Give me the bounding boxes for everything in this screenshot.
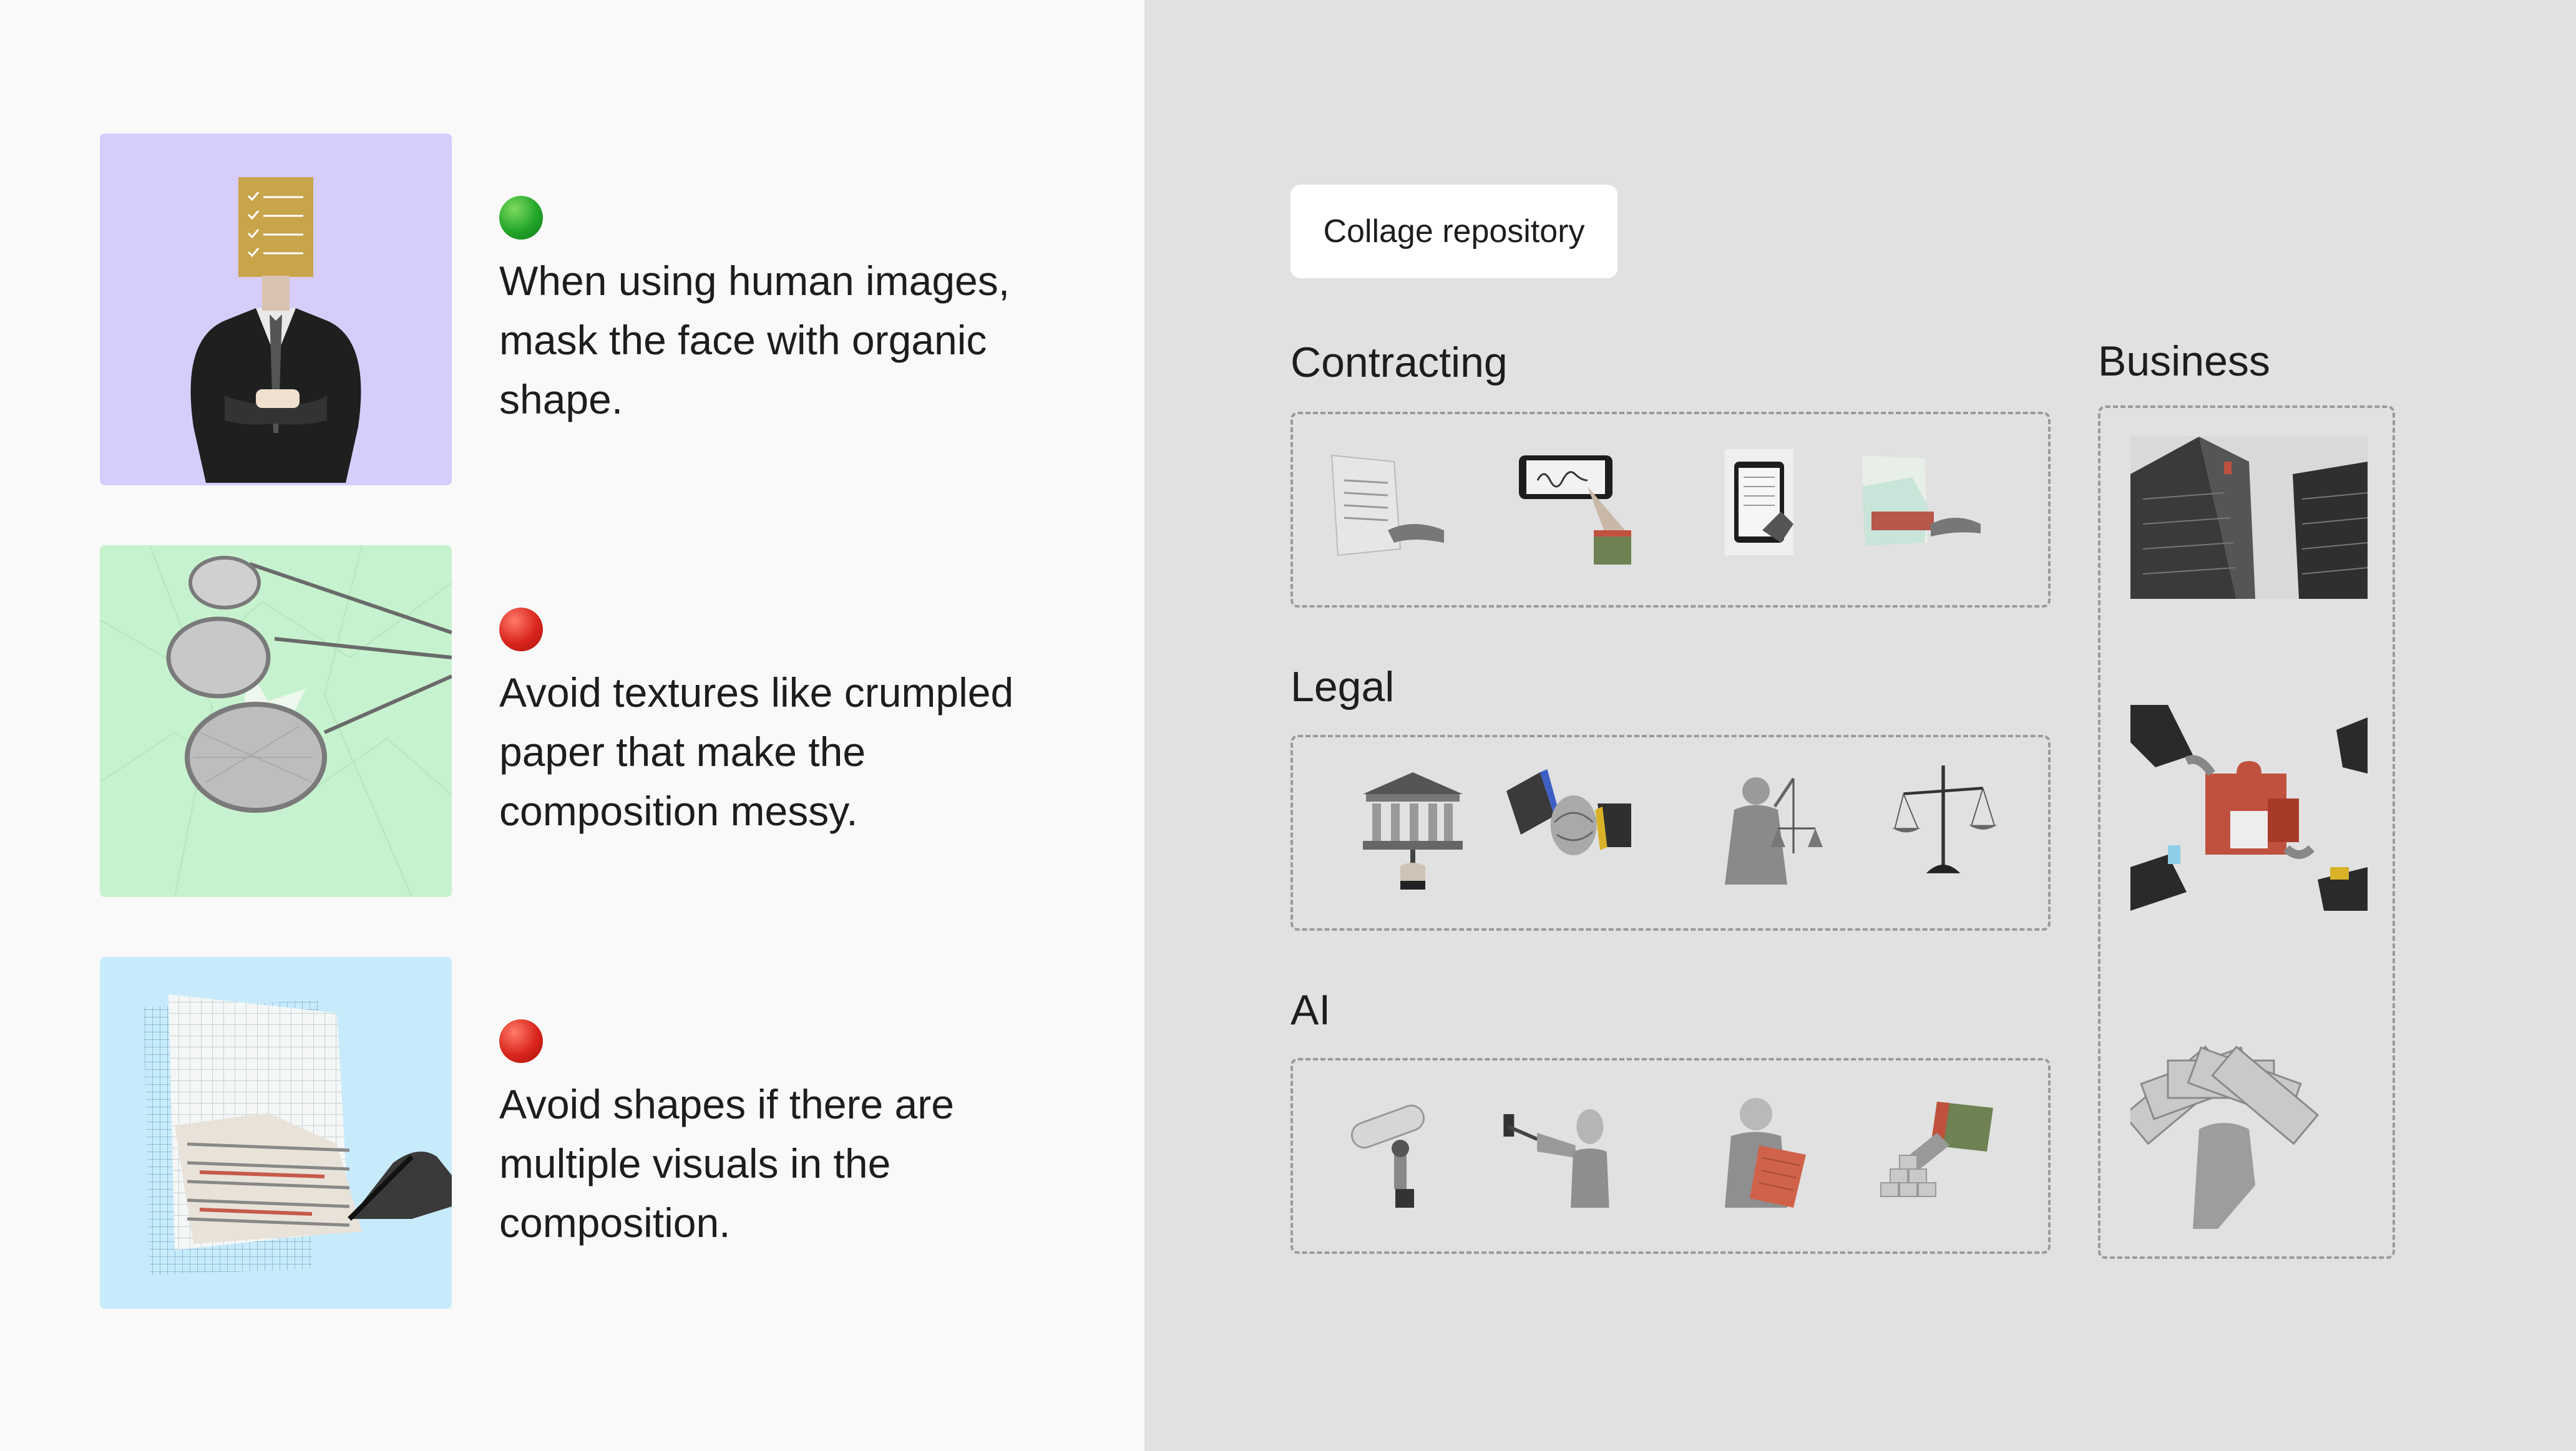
robot-hand-blocks-thumbnail[interactable] xyxy=(1868,1089,1993,1214)
money-fan-hand-thumbnail[interactable] xyxy=(2130,1023,2368,1229)
dont-status-icon xyxy=(499,608,543,651)
section-title-business: Business xyxy=(2098,337,2270,385)
balance-scale-thumbnail[interactable] xyxy=(1881,760,2006,885)
puzzle-hands-thumbnail[interactable] xyxy=(2130,705,2368,911)
guidelines-panel xyxy=(0,0,1144,1451)
collage-repository-label: Collage repository xyxy=(1290,185,1617,278)
lady-justice-statue-thumbnail[interactable] xyxy=(1706,766,1831,891)
robot-reading-thumbnail[interactable] xyxy=(1700,1089,1825,1214)
guideline-text: Avoid shapes if there are multiple visuals in the composition. xyxy=(499,1081,954,1246)
section-title-contracting: Contracting xyxy=(1290,339,1508,386)
skyscrapers-thumbnail[interactable] xyxy=(2130,437,2368,643)
section-title-legal: Legal xyxy=(1290,663,1395,711)
guideline-text: Avoid textures like crumpled paper that make the composition messy. xyxy=(499,669,1014,834)
contract-paper-hand-thumbnail[interactable] xyxy=(1319,443,1444,568)
robot-arm-scroll-thumbnail[interactable] xyxy=(1338,1089,1463,1214)
tablet-document-thumbnail[interactable] xyxy=(1700,443,1825,568)
guideline-text: When using human images, mask the face with organic shape. xyxy=(499,258,1010,422)
guideline-card-masked-face xyxy=(100,133,452,485)
guideline-card-crumpled-texture xyxy=(100,545,452,897)
section-title-ai: AI xyxy=(1290,986,1331,1034)
phone-signature-thumbnail[interactable] xyxy=(1513,443,1637,568)
robot-gavel-thumbnail[interactable] xyxy=(1494,1089,1619,1214)
guideline-card-multiple-shapes xyxy=(100,957,452,1309)
handshake-thumbnail[interactable] xyxy=(1506,766,1631,891)
torn-document-hand-thumbnail[interactable] xyxy=(1856,443,1981,568)
dont-status-icon xyxy=(499,1019,543,1063)
do-status-icon xyxy=(499,196,543,240)
courthouse-hand-thumbnail[interactable] xyxy=(1350,766,1475,891)
